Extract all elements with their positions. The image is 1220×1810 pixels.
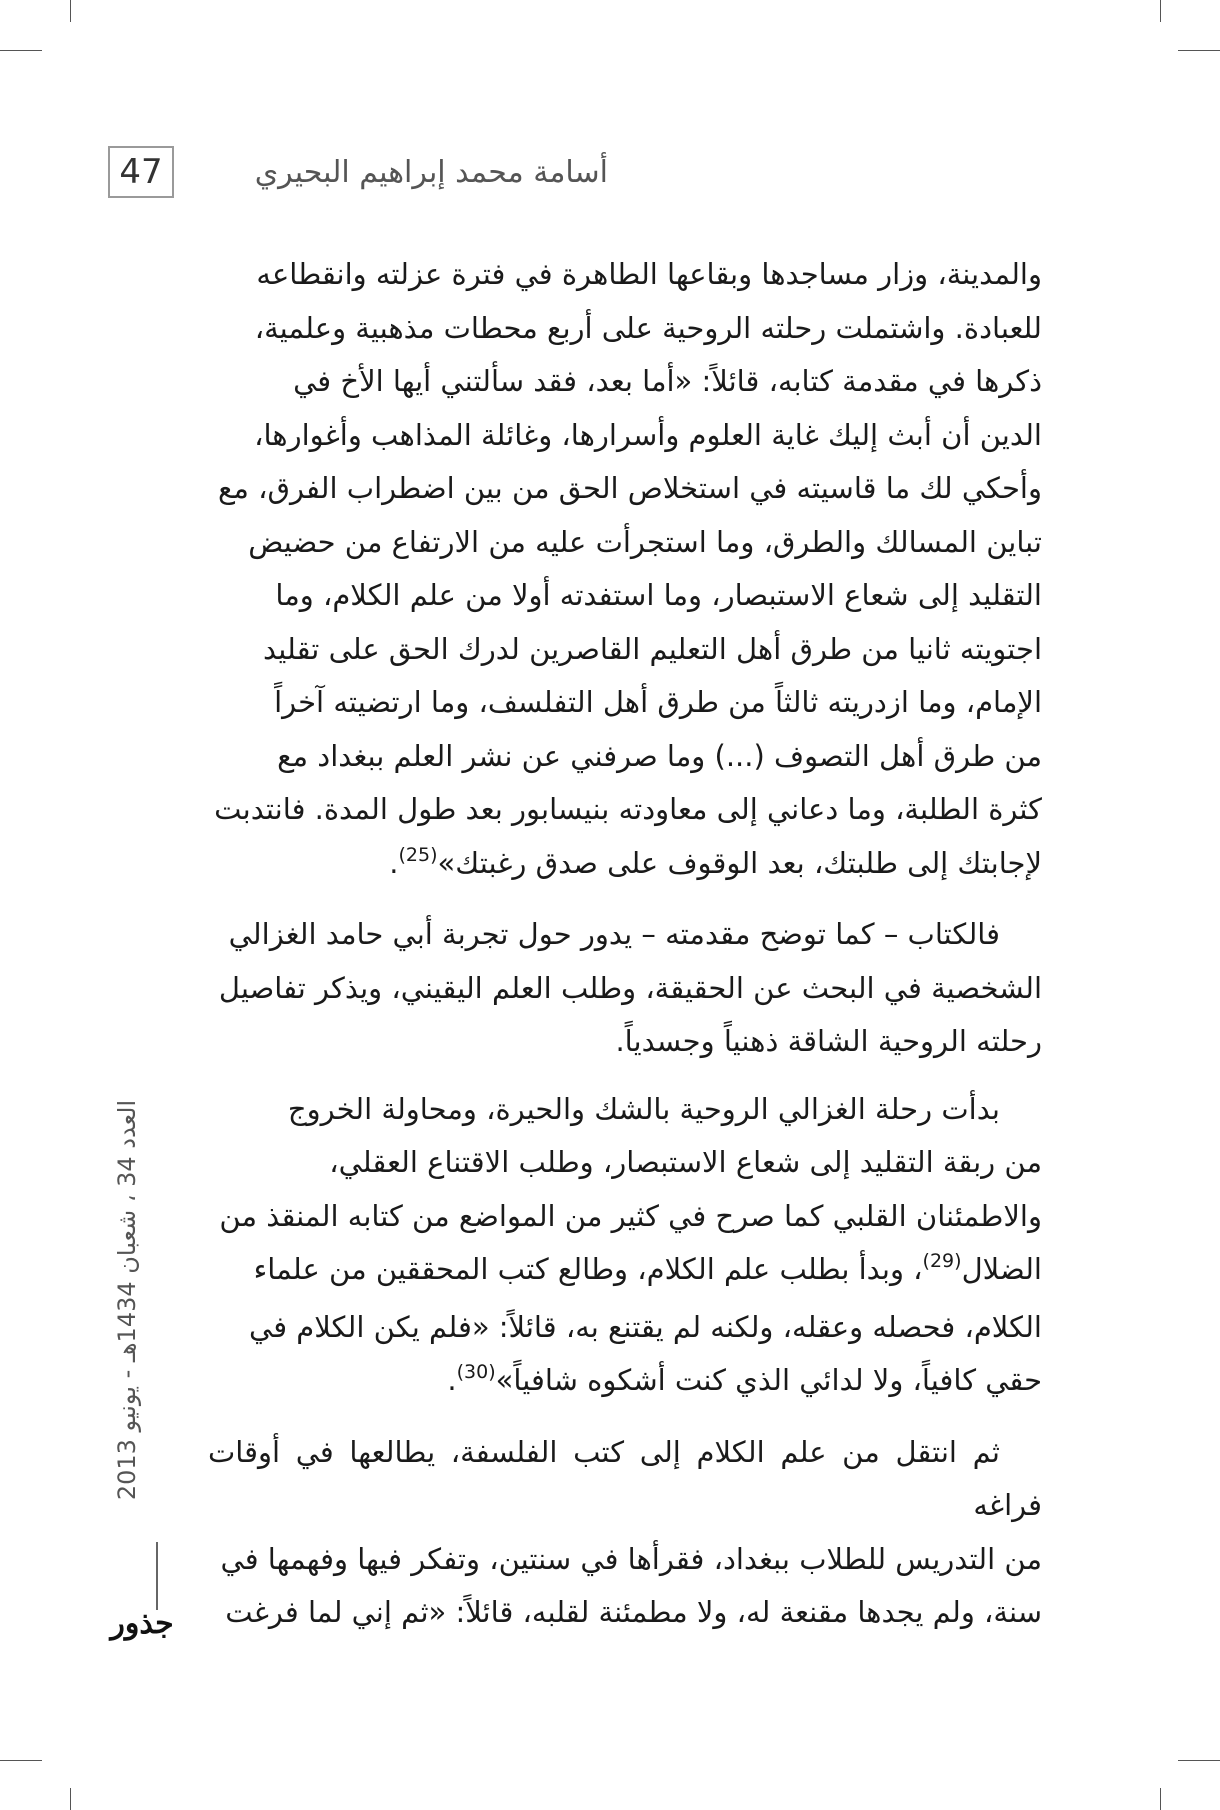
issue-info-text: العدد 34 ، شعبان 1434هـ - يونيو 2013 xyxy=(113,1099,142,1501)
text-line: فالكتاب – كما توضح مقدمته – يدور حول تجربة أبي حامد الغزالي xyxy=(228,917,1000,951)
text-line: الشخصية في البحث عن الحقيقة، وطلب العلم اليقيني، ويذكر تفاصيل xyxy=(218,970,1042,1005)
sidebar-divider xyxy=(156,1542,158,1610)
paragraph-1 xyxy=(208,248,1042,894)
text-line: سنة، ولم يجدها مقنعة له، ولا مطمئنة لقلبه، قائلاً: «ثم إني لما فرغت xyxy=(225,1595,1042,1629)
article-body xyxy=(208,248,1042,1640)
footnote-ref-30[interactable]: (30) xyxy=(456,1361,496,1383)
text-line: وأحكي لك ما قاسيته في استخلاص الحق من بين اضطراب الفرق، مع xyxy=(217,471,1042,505)
text-line: الإمام، وما ازدريته ثالثاً من طرق أهل التفلسف، وما ارتضيته آخراً xyxy=(274,685,1042,719)
text-line: اجتويته ثانيا من طرق أهل التعليم القاصرين لدرك الحق على تقليد xyxy=(263,631,1042,666)
text-segment: حقي كافياً، ولا لدائي الذي كنت أشكوه شافياً» xyxy=(495,1363,1042,1397)
page-number: 47 xyxy=(108,146,174,198)
running-head-author: أسامة محمد إبراهيم البحيري xyxy=(254,154,608,190)
text-line xyxy=(208,1354,1042,1412)
text-segment: الضلال xyxy=(961,1252,1042,1286)
text-line: بدأت رحلة الغزالي الروحية بالشك والحيرة، ومحاولة الخروج xyxy=(287,1091,1000,1126)
text-line: كثرة الطلبة، وما دعاني إلى معاودته بنيسابور بعد طول المدة. فانتدبت xyxy=(214,792,1042,826)
text-line: ثم انتقل من علم الكلام إلى كتب الفلسفة، يطالعها في أوقات فراغه xyxy=(208,1434,1042,1522)
footnote-ref-29[interactable]: (29) xyxy=(922,1250,962,1272)
text-line: ذكرها في مقدمة كتابه، قائلاً: «أما بعد، فقد سألتني أيها الأخ في xyxy=(293,364,1042,398)
crop-mark-top-left-h xyxy=(0,50,42,51)
text-segment: . xyxy=(389,845,399,880)
footnote-ref-25[interactable]: (25) xyxy=(398,843,438,866)
text-line: رحلته الروحية الشاقة ذهنياً وجسدياً. xyxy=(615,1024,1042,1058)
text-segment: لإجابتك إلى طلبتك، بعد الوقوف على صدق رغبتك» xyxy=(437,845,1042,880)
paragraph-2 xyxy=(208,908,1042,1069)
text-line: الكلام، فحصله وعقله، ولكنه لم يقتنع به، قائلاً: «فلم يكن الكلام في xyxy=(249,1309,1042,1344)
text-line xyxy=(208,837,1042,895)
text-segment: ، وبدأ بطلب علم الكلام، وطالع كتب المحققين من علماء xyxy=(253,1252,923,1286)
text-line: من ربقة التقليد إلى شعاع الاستبصار، وطلب الاقتناع العقلي، xyxy=(329,1145,1042,1179)
text-line: من طرق أهل التصوف (...) وما صرفني عن نشر العلم ببغداد مع xyxy=(277,738,1042,773)
text-line: من التدريس للطلاب ببغداد، فقرأها في سنتين، وتفكر فيها وفهمها في xyxy=(220,1541,1042,1576)
text-line: الدين أن أبث إليك غاية العلوم وأسرارها، وغائلة المذاهب وأغوارها، xyxy=(254,417,1042,452)
text-line: للعبادة. واشتملت رحلته الروحية على أربع محطات مذهبية وعلمية، xyxy=(254,310,1042,345)
text-line: التقليد إلى شعاع الاستبصار، وما استفدته أولا من علم الكلام، وما xyxy=(275,578,1042,612)
journal-logo: جذور xyxy=(110,1606,174,1641)
crop-mark-bottom-right-h xyxy=(1178,1760,1220,1761)
crop-mark-bottom-left-h xyxy=(0,1760,42,1761)
text-line: تباين المسالك والطرق، وما استجرأت عليه من الارتفاع من حضيض xyxy=(248,524,1042,559)
paragraph-3 xyxy=(208,1083,1042,1412)
text-line: والمدينة، وزار مساجدها وبقاعها الطاهرة في فترة عزلته وانقطاعه xyxy=(256,257,1042,291)
paragraph-4 xyxy=(208,1426,1042,1640)
crop-mark-top-left-v xyxy=(70,0,71,22)
issue-info-sidebar xyxy=(99,1036,155,1564)
crop-mark-bottom-left-v xyxy=(70,1788,71,1810)
crop-mark-top-right-v xyxy=(1160,0,1161,22)
crop-mark-bottom-right-v xyxy=(1160,1788,1161,1810)
text-segment: . xyxy=(447,1363,457,1397)
text-line: والاطمئنان القلبي كما صرح في كثير من المواضع من كتابه المنقذ من xyxy=(219,1198,1042,1233)
text-line xyxy=(208,1243,1042,1301)
crop-mark-top-right-h xyxy=(1178,50,1220,51)
